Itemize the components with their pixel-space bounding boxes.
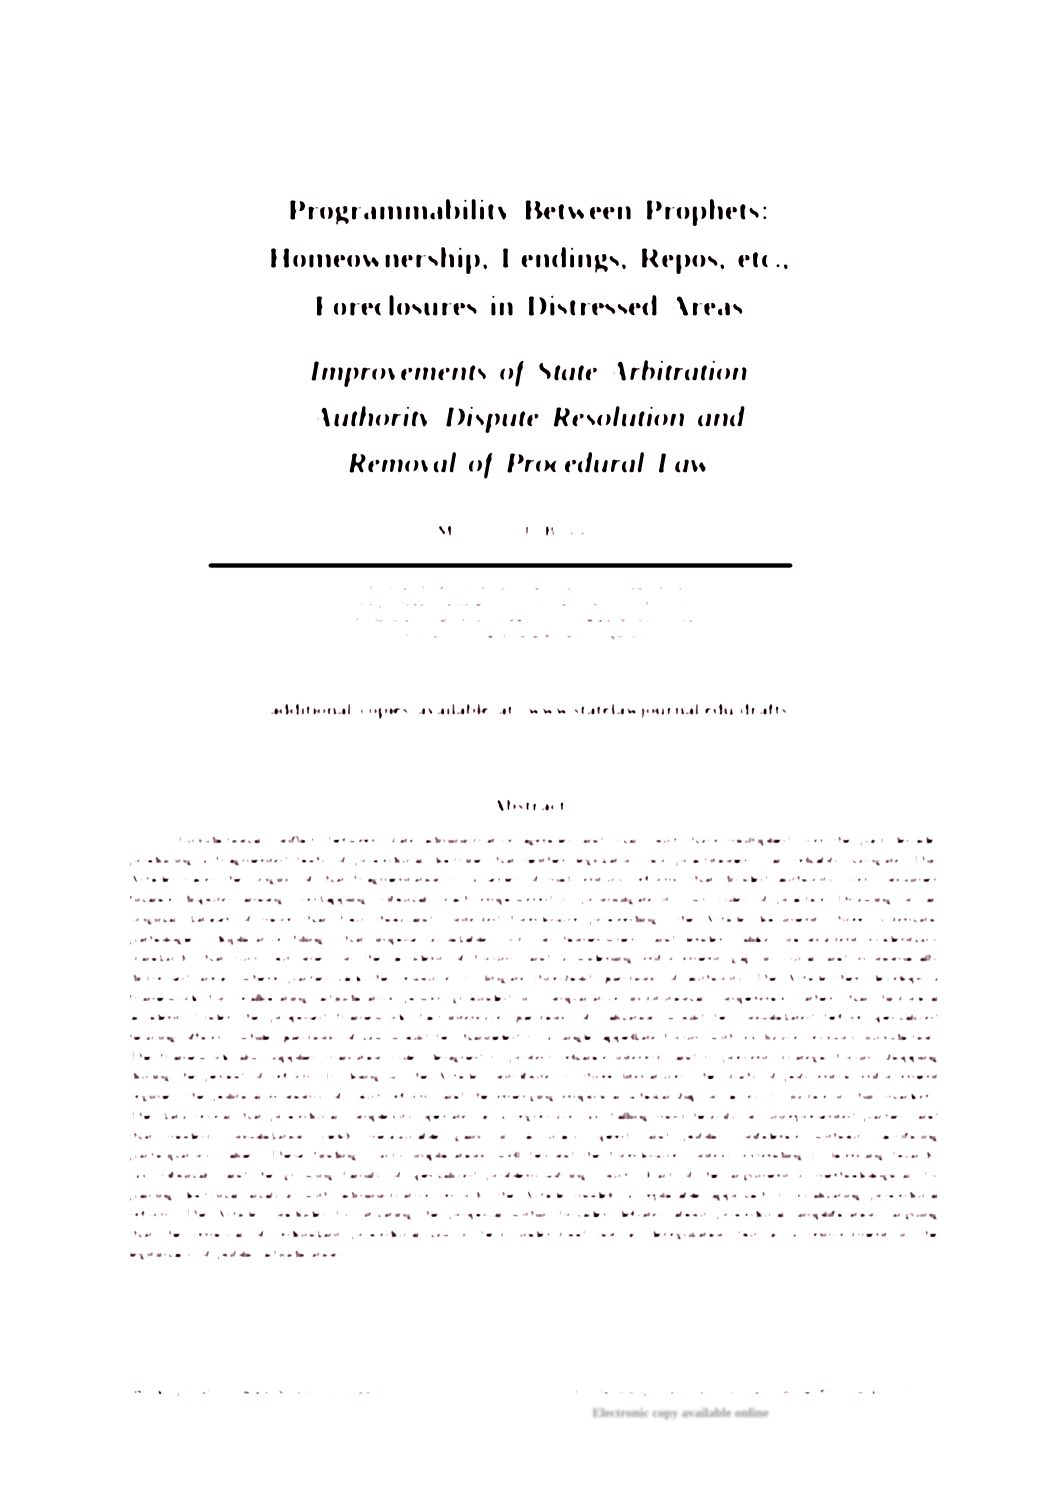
- affiliation-line-3: Preliminary draft of September 2019 — please do not circulate: [354, 612, 703, 627]
- abstract-heading: Abstract: [491, 795, 566, 817]
- subtitle-line-1: Improvements of State Arbitration: [308, 353, 749, 388]
- subtitle-line-3: Removal of Procedural Law: [346, 445, 711, 480]
- affiliation-line-2: (Visiting Scholar, National Center for State Courts, 2018–2019 Term): [336, 596, 721, 611]
- main-title-line-1: Programmability Between Prophets:: [287, 192, 770, 227]
- author-name: Michael J. Barrett: [436, 521, 621, 541]
- affiliation-line-1: Associate Professor of Law, State University School of Law: [364, 580, 693, 595]
- subtitle: [0, 348, 1057, 486]
- footer-electronic-copy-note: Electronic copy available online: [592, 1405, 769, 1420]
- contact-line: additional copies available at: www.statelawjournal.edu/drafts: [269, 700, 788, 721]
- affiliation-line-4: Prepared for the Annual Review Symposium: [404, 628, 653, 643]
- main-title-line-3: Foreclosures in Distressed Areas: [313, 288, 744, 323]
- abstract-paragraph: Jurisdictional conflicts between state administrative agencies and trial courts have multiplied over the past decade, producing a fragmented body of procedural doctrine that neither legislators nor practitioners can reliably navigate. This Article traces the origins of that fragmentation to a series of mid-century reforms that divided authority over consumer finance disputes among overlapping tribunals, each empowered to promulgate its own rules of practice. Drawing on an original dataset of more than four thousand contested foreclosure proceedings, the Article documents three systematic pathologies: duplicative filings that impose avoidable costs on homeowners and lenders alike; inconsistent evidentiary standards that turn outcomes on the accident of forum; and a widening enforcement gap in rural and economically distressed areas, where parties lack the resources to litigate threshold questions of authority. The Article then develops a framework for reallocating adjudicative power grounded in comparative institutional competence rather than historical accident. Under the proposed framework, fact-intensive questions of valuation would be consolidated before specialized hearing officers, while questions of law would be channeled to a single appellate forum with exclusive revisory jurisdiction. The framework also supplies transition rules designed to protect reliance interests and to prevent strategic forum shopping during the period of reform. In doing so, the Article contributes to three literatures: the study of polycentric enforcement regimes, the political economy of court reform, and the emerging empirical scholarship on access to justice in thin markets. The data reveal that procedural complexity operates as a regressive tax, falling most heavily on unrepresented parties, and that modest consolidation yields measurable gains in accuracy, speed, and public confidence without sacrificing participatory values. These findings carry implications well beyond the foreclosure context, extending to licensing boards, tax tribunals, and the growing family of specialized problem-solving courts. Part of the argument is methodological: by pairing doctrinal analysis with administrative records, the Article models a replicable approach to evaluating procedural reform. The Article concludes by situating the proposal within broader debates about procedural simplification, arguing that the removal of redundant procedural law is best understood not as deregulation but as a reinvestment in the legitimacy of public adjudication.: [128, 832, 939, 1263]
- affiliation-block: [0, 580, 1057, 644]
- main-title: [0, 186, 1057, 330]
- main-title-line-2: Homeownership, Lendings, Repos, etc.,: [267, 240, 790, 275]
- footer-citation-line: Forthcoming, State Law Journal, Volume 99, Issue 4 (2019): [573, 1385, 916, 1400]
- footer-draft-notice: Working draft — please do not cite or quote: [131, 1385, 386, 1400]
- horizontal-rule: [208, 563, 793, 568]
- subtitle-line-2: Authority Dispute Resolution and: [312, 399, 745, 434]
